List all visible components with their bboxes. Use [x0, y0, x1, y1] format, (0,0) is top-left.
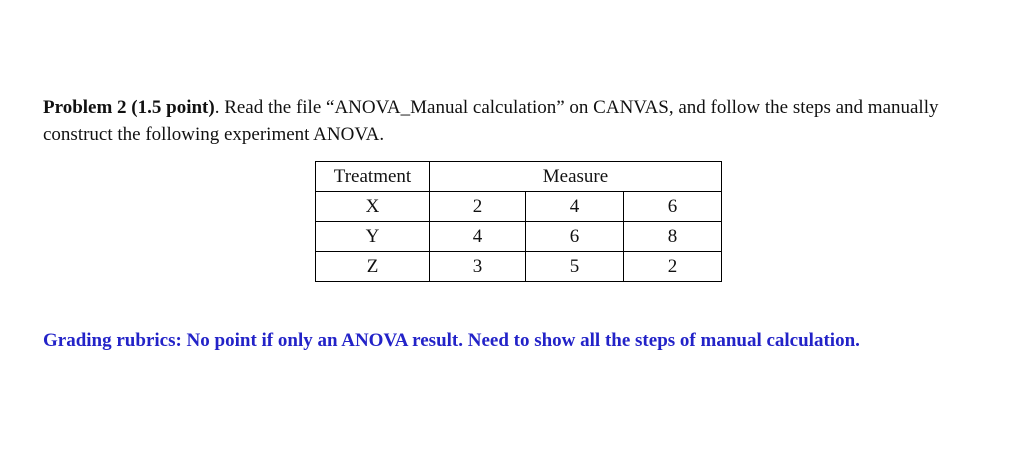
table-row [316, 192, 722, 222]
header-measure: Measure [430, 162, 722, 192]
treatment-cell: Y [316, 222, 430, 252]
problem-statement [43, 94, 943, 148]
grading-rubric: Grading rubrics: No point if only an ANOVA result. Need to show all the steps of manual calculation. [43, 330, 860, 351]
measure-cell: 6 [624, 192, 722, 222]
table-header-row [316, 162, 722, 192]
measure-cell: 2 [430, 192, 526, 222]
measure-cell: 4 [526, 192, 624, 222]
treatment-cell: Z [316, 252, 430, 282]
treatment-cell: X [316, 192, 430, 222]
problem-label: Problem 2 (1.5 point) [43, 97, 215, 118]
table-row [316, 222, 722, 252]
table-row [316, 252, 722, 282]
problem-text: . Read the file “ANOVA_Manual calculation” on CANVAS, and follow the steps and manually construct the following experiment ANOVA. [43, 97, 939, 145]
measure-cell: 4 [430, 222, 526, 252]
measure-cell: 3 [430, 252, 526, 282]
measure-cell: 2 [624, 252, 722, 282]
measure-cell: 8 [624, 222, 722, 252]
measure-cell: 5 [526, 252, 624, 282]
measure-table [315, 161, 722, 282]
measure-cell: 6 [526, 222, 624, 252]
header-treatment: Treatment [316, 162, 430, 192]
